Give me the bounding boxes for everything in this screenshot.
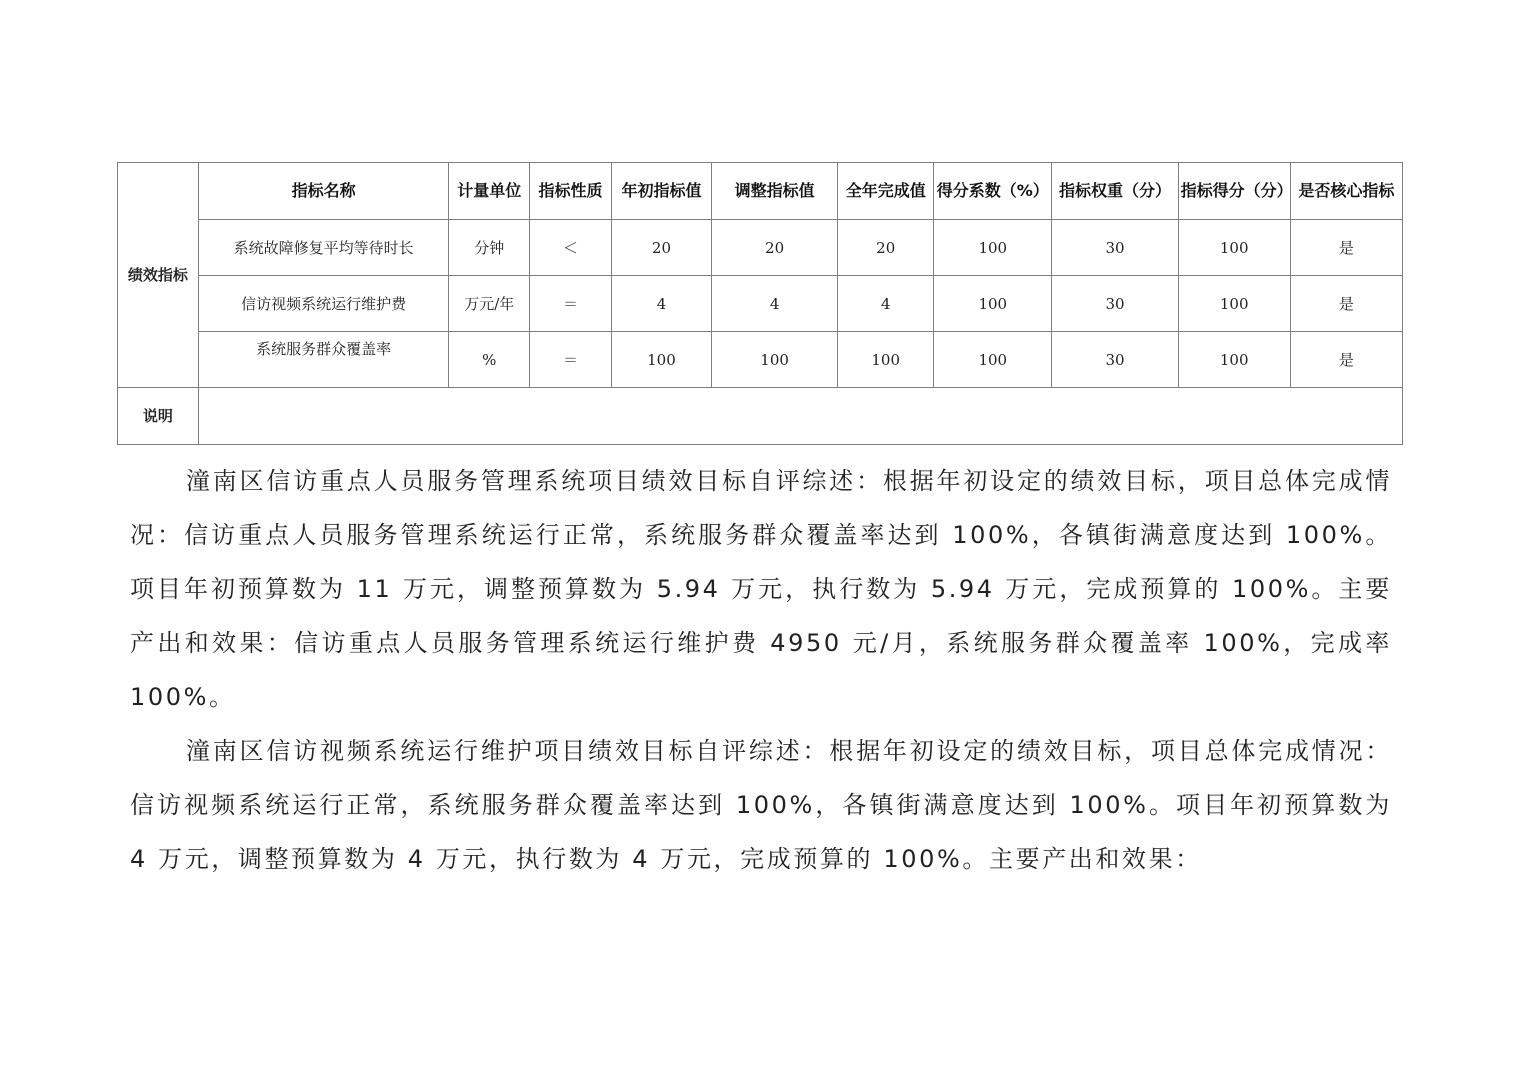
col-header-core: 是否核心指标 [1290, 163, 1402, 220]
weight-cell: 30 [1052, 332, 1178, 388]
score-cell: 100 [1178, 332, 1290, 388]
note-value [198, 388, 1402, 445]
nature-cell: ＜ [530, 220, 612, 276]
actual-value-cell: 100 [838, 332, 934, 388]
col-header-unit: 计量单位 [449, 163, 530, 220]
summary-paragraph: 潼南区信访重点人员服务管理系统项目绩效目标自评综述：根据年初设定的绩效目标，项目总体完成情况：信访重点人员服务管理系统运行正常，系统服务群众覆盖率达到 100%，各镇街满意度达到 100%。项目年初预算数为 11 万元，调整预算数为 5.94 万元，执行数为 5.94 万元，完成预算的 100%。主要产出和效果：信访重点人员服务管理系统运行维护费 4950 元/月，系统服务群众覆盖率 100%，完成率 100%。 [130, 467, 1392, 711]
coef-cell: 100 [934, 332, 1052, 388]
note-row [118, 388, 1403, 445]
initial-value-cell: 4 [611, 276, 711, 332]
header-row [118, 163, 1403, 220]
adjusted-value-cell: 100 [711, 332, 837, 388]
weight-cell: 30 [1052, 276, 1178, 332]
coef-cell: 100 [934, 220, 1052, 276]
nature-cell: ＝ [530, 276, 612, 332]
performance-table [117, 162, 1403, 445]
group-label: 绩效指标 [118, 163, 199, 388]
initial-value-cell: 20 [611, 220, 711, 276]
coef-cell: 100 [934, 276, 1052, 332]
summary-paragraph: 潼南区信访视频系统运行维护项目绩效目标自评综述：根据年初设定的绩效目标，项目总体完成情况：信访视频系统运行正常，系统服务群众覆盖率达到 100%，各镇街满意度达到 100%。项目年初预算数为 4 万元，调整预算数为 4 万元，执行数为 4 万元，完成预算的 100%。主要产出和效果： [130, 737, 1392, 873]
col-header-weight: 指标权重（分） [1052, 163, 1178, 220]
core-cell: 是 [1290, 276, 1402, 332]
core-cell: 是 [1290, 220, 1402, 276]
col-header-nature: 指标性质 [530, 163, 612, 220]
table-row [118, 276, 1403, 332]
adjusted-value-cell: 4 [711, 276, 837, 332]
col-header-score: 指标得分（分） [1178, 163, 1290, 220]
actual-value-cell: 4 [838, 276, 934, 332]
table-row [118, 220, 1403, 276]
col-header-coef: 得分系数（%） [934, 163, 1052, 220]
col-header-name: 指标名称 [198, 163, 449, 220]
initial-value-cell: 100 [611, 332, 711, 388]
col-header-adjusted: 调整指标值 [711, 163, 837, 220]
actual-value-cell: 20 [838, 220, 934, 276]
adjusted-value-cell: 20 [711, 220, 837, 276]
col-header-initial: 年初指标值 [611, 163, 711, 220]
unit-cell: 分钟 [449, 220, 530, 276]
unit-cell: 万元/年 [449, 276, 530, 332]
weight-cell: 30 [1052, 220, 1178, 276]
note-label: 说明 [118, 388, 199, 445]
indicator-name: 系统服务群众覆盖率 [198, 332, 449, 388]
table-row [118, 332, 1403, 388]
core-cell: 是 [1290, 332, 1402, 388]
score-cell: 100 [1178, 276, 1290, 332]
indicator-name: 系统故障修复平均等待时长 [198, 220, 449, 276]
score-cell: 100 [1178, 220, 1290, 276]
col-header-actual: 全年完成值 [838, 163, 934, 220]
nature-cell: ＝ [530, 332, 612, 388]
unit-cell: % [449, 332, 530, 388]
indicator-name: 信访视频系统运行维护费 [198, 276, 449, 332]
